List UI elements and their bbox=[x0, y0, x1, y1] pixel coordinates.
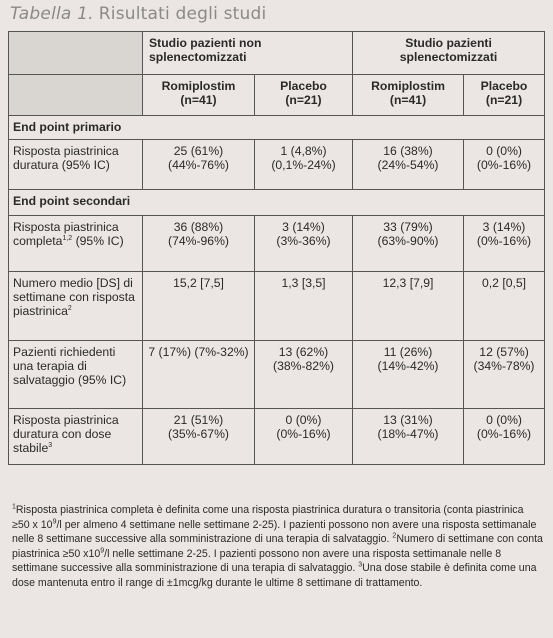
row-label-sup: 3 bbox=[48, 441, 53, 449]
table-cell: 33 (79%) (63%-90%) bbox=[353, 216, 464, 272]
row-label bbox=[9, 409, 143, 465]
table-cell: 0 (0%) (0%-16%) bbox=[464, 409, 545, 465]
table-row bbox=[9, 341, 545, 409]
row-label-text: Risposta piastrinica completa bbox=[13, 220, 119, 248]
table-cell: 13 (31%) (18%-47%) bbox=[353, 409, 464, 465]
table-cell: 25 (61%) (44%-76%) bbox=[143, 140, 255, 190]
group-header-row bbox=[9, 32, 545, 75]
table-cell: 0 (0%) (0%-16%) bbox=[255, 409, 353, 465]
row-label-text: Risposta piastrinica duratura con dose stabile bbox=[13, 413, 119, 455]
table-row bbox=[9, 409, 545, 465]
table-cell: 12 (57%) (34%-78%) bbox=[464, 341, 545, 409]
table-cell: 1 (4,8%) (0,1%-24%) bbox=[255, 140, 353, 190]
table-row bbox=[9, 272, 545, 341]
row-label: Pazienti richiedenti una terapia di salvataggio (95% IC) bbox=[9, 341, 143, 409]
row-label-text: (95% IC) bbox=[72, 234, 124, 248]
row-label-text: Numero medio [DS] di settimane con risposta piastrinica bbox=[13, 276, 135, 318]
col-header bbox=[143, 75, 255, 116]
table-row bbox=[9, 140, 545, 190]
header-empty-cell bbox=[9, 32, 143, 75]
table-title bbox=[10, 4, 266, 24]
table-cell: 13 (62%) (38%-82%) bbox=[255, 341, 353, 409]
group-header-splenectomized: Studio pazienti splenectomizzati bbox=[353, 32, 545, 75]
footnote-text: /l nelle settimane 2-25. I pazienti possono non avere una risposta settimanale nelle 8 settimane successive alla somministrazione di una terapia di salvataggio. bbox=[12, 547, 502, 574]
footnote-ref: 3 bbox=[358, 561, 363, 569]
col-header-n: (n=21) bbox=[485, 93, 523, 107]
col-header bbox=[464, 75, 545, 116]
row-label: Risposta piastrinica duratura (95% IC) bbox=[9, 140, 143, 190]
col-header bbox=[255, 75, 353, 116]
col-header-n: (n=41) bbox=[180, 93, 217, 107]
col-header-name: Placebo bbox=[480, 79, 528, 93]
footnote-text: Una dose stabile è definita come una dose mantenuta entro il range di ±1mcg/kg durante le ultime 8 settimane di trattamento. bbox=[12, 562, 537, 589]
column-header-row bbox=[9, 75, 545, 116]
table-title-text: Risultati degli studi bbox=[98, 4, 267, 24]
section-row bbox=[9, 116, 545, 140]
table-cell: 11 (26%) (14%-42%) bbox=[353, 341, 464, 409]
row-label bbox=[9, 272, 143, 341]
table-cell: 3 (14%) (0%-16%) bbox=[464, 216, 545, 272]
col-header-n: (n=21) bbox=[285, 93, 322, 107]
table-cell: 0 (0%) (0%-16%) bbox=[464, 140, 545, 190]
table-cell: 12,3 [7,9] bbox=[353, 272, 464, 341]
table-cell: 0,2 [0,5] bbox=[464, 272, 545, 341]
table-cell: 1,3 [3,5] bbox=[255, 272, 353, 341]
table-cell: 36 (88%) (74%-96%) bbox=[143, 216, 255, 272]
footnote-exp: 9 bbox=[52, 517, 57, 525]
row-label-sup: 2 bbox=[67, 304, 72, 312]
col-header-name: Romiplostim bbox=[161, 79, 236, 93]
row-label bbox=[9, 216, 143, 272]
results-table bbox=[8, 31, 545, 465]
footnote-exp: 9 bbox=[100, 546, 105, 554]
footnote bbox=[12, 503, 544, 590]
footnote-ref: 1 bbox=[12, 503, 16, 511]
row-label-sup: 1,2 bbox=[62, 234, 73, 242]
footnote-ref: 2 bbox=[392, 532, 397, 540]
footnote-text: Risposta piastrinica completa è definita come una risposta piastrinica duratura o transitoria (conta piastrinica ≥50 x 10 bbox=[12, 504, 524, 531]
table-number: Tabella 1. bbox=[10, 4, 94, 24]
table-cell: 3 (14%) (3%-36%) bbox=[255, 216, 353, 272]
col-header-name: Placebo bbox=[280, 79, 327, 93]
table-row bbox=[9, 216, 545, 272]
section-primary: End point primario bbox=[9, 116, 545, 140]
table-cell: 16 (38%) (24%-54%) bbox=[353, 140, 464, 190]
col-header-name: Romiplostim bbox=[371, 79, 445, 93]
group-header-non-splenectomized: Studio pazienti non splenectomizzati bbox=[143, 32, 353, 75]
table-cell: 21 (51%) (35%-67%) bbox=[143, 409, 255, 465]
table-cell: 15,2 [7,5] bbox=[143, 272, 255, 341]
footnote-text: /l per almeno 4 settimane nelle settimane 2-25). I pazienti possono non avere una risposta settimanale nelle 8 settimane successive alla somministrazione di una terapia di salvataggio. bbox=[12, 518, 537, 545]
section-row bbox=[9, 190, 545, 216]
section-secondary: End point secondari bbox=[9, 190, 545, 216]
col-header bbox=[353, 75, 464, 116]
header-empty-cell bbox=[9, 75, 143, 116]
col-header-n: (n=41) bbox=[389, 93, 427, 107]
table-cell: 7 (17%) (7%-32%) bbox=[143, 341, 255, 409]
footnote-text: Numero di settimane con conta piastrinica ≥50 x10 bbox=[12, 533, 543, 560]
